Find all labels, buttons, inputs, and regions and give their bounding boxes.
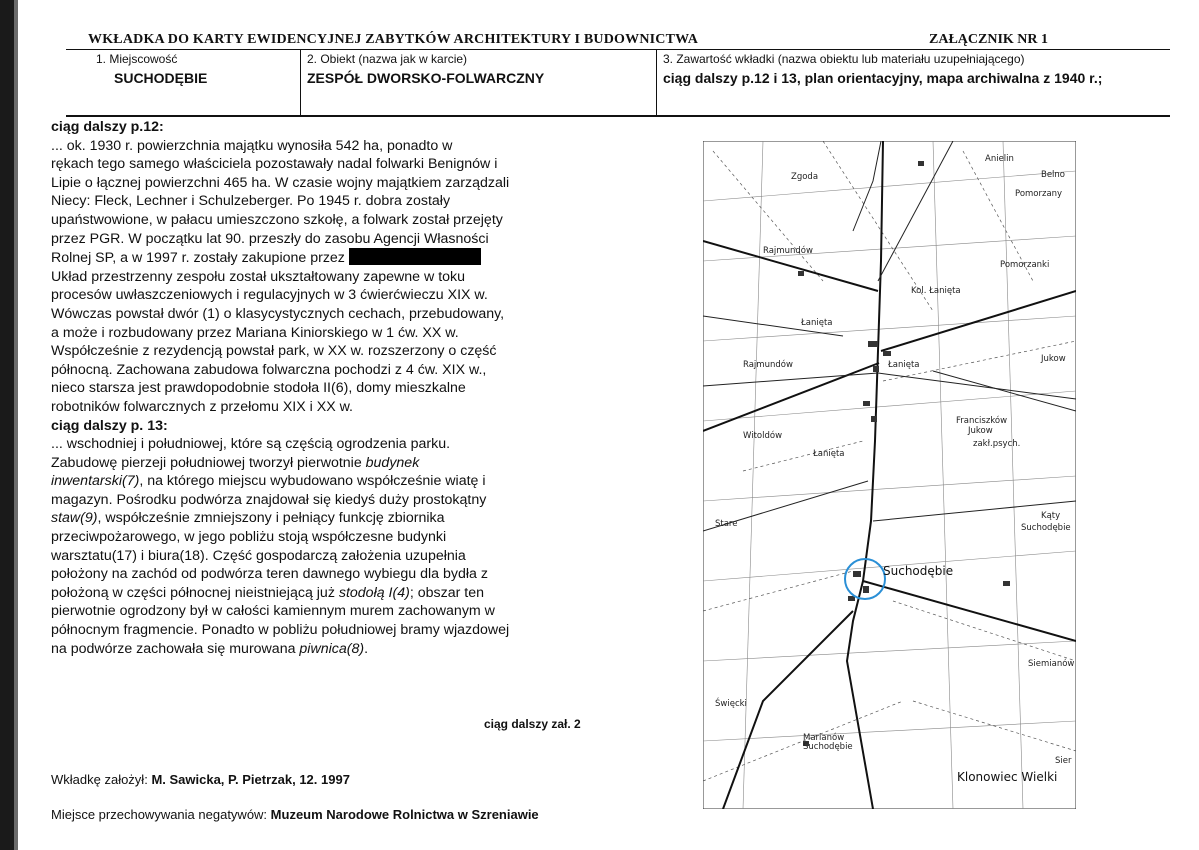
text-line: nieco starsza jest prawdopodobnie stodoła II(6), domy mieszkalne: [51, 380, 466, 397]
text-line: procesów uwłaszczeniowych i regulacyjnych w 3 ćwierćwieczu XIX w.: [51, 287, 488, 304]
text-line: północnym fragmencie. Ponadto w pobliżu południowej bramy wjazdowej: [51, 622, 510, 639]
text-line: Współcześnie z rezydencją powstał park, w XX w. rozszerzony o część: [51, 343, 497, 360]
text-line: robotników folwarcznych z przełomu XIX i XX w.: [51, 398, 353, 415]
map-label: Rajmundów: [763, 246, 813, 256]
field-value: ZESPÓŁ DWORSKO-FOLWARCZNY: [307, 70, 545, 86]
field-value: ciąg dalszy p.12 i 13, plan orientacyjny, mapa archiwalna z 1940 r.;: [663, 70, 1103, 86]
text-fragment: Rolnej SP, a w 1997 r. zostały zakupione przez: [51, 250, 345, 267]
field-object: [300, 49, 657, 115]
text-fragment: , na którego miejscu wybudowano współcześnie wiatę i: [139, 473, 486, 490]
text-line: ... wschodniej i południowej, które są częścią ogrodzenia parku.: [51, 436, 451, 453]
map-label: Suchodębie: [803, 742, 853, 752]
text-line: a może i rozbudowany przez Mariana Kiniorskiego w 1 ćw. XX w.: [51, 324, 459, 341]
section-heading: ciąg dalszy p.12:: [51, 119, 164, 135]
text-line: [51, 509, 611, 528]
map-label: Suchodębie: [1021, 523, 1071, 533]
field-label: 1. Miejscowość: [96, 52, 178, 66]
text-line: Układ przestrzenny zespołu został ukształtowany zapewne w toku: [51, 268, 466, 285]
continued-note: ciąg dalszy zał. 2: [484, 717, 581, 731]
map-label: Klonowiec Wielki: [957, 770, 1058, 784]
text-fragment: .: [364, 640, 369, 657]
text-line: ... ok. 1930 r. powierzchnia majątku wynosiła 542 ha, ponadto w: [51, 137, 453, 154]
author-value: M. Sawicka, P. Pietrzak, 12. 1997: [151, 772, 350, 787]
scan-edge-shadow: [14, 0, 18, 850]
map-label: Witoldów: [743, 431, 783, 441]
text-line: Niecy: Fleck, Lechner i Schulzeberger. Po 1945 r. dobra zostały: [51, 193, 451, 210]
text-line: [51, 584, 611, 603]
document-title: WKŁADKA DO KARTY EWIDENCYJNEJ ZABYTKÓW ARCHITEKTURY I BUDOWNICTWA: [88, 32, 699, 47]
attachment-number: ZAŁĄCZNIK NR 1: [929, 32, 1049, 47]
text-line: magazyn. Pośrodku podwórza znajdował się kiedyś duży prostokątny: [51, 491, 487, 508]
text-line: przez PGR. W początku lat 90. przeszły do zasobu Agencji Własności: [51, 230, 489, 247]
author-label: Wkładkę założył:: [51, 772, 148, 787]
text-line: warsztatu(17) i biura(18). Część gospodarczą założenia uzupełnia: [51, 547, 466, 564]
map-label: Siemianów: [1028, 659, 1075, 669]
text-line: [51, 454, 611, 473]
text-fragment: , współcześnie zmniejszony i pełniący funkcję zbiornika: [97, 510, 445, 527]
text-line: północną. Zachowana zabudowa folwarczna pochodzi z 4 ćw. XIX w.,: [51, 361, 487, 378]
scan-edge: [0, 0, 14, 850]
text-line: Lipie o łącznej powierzchni 465 ha. W czasie wojny majątkiem zarządzali: [51, 174, 510, 191]
text-fragment: ; obszar ten: [409, 584, 484, 601]
text-fragment: położoną w części północnej nieistniejącą już: [51, 584, 339, 601]
map-label: Stare: [715, 519, 738, 529]
archival-map: [703, 141, 1076, 809]
map-label: Pomorzanki: [1000, 260, 1050, 270]
map-label: Święcki: [715, 699, 747, 709]
map-label: Jukow: [1041, 354, 1066, 364]
text-fragment: na podwórze zachowała się murowana: [51, 640, 300, 657]
header-fields-table: [66, 49, 1170, 117]
map-label-main: Suchodębie: [883, 564, 954, 578]
text-line: [51, 640, 611, 659]
section-heading: ciąg dalszy p. 13:: [51, 417, 168, 434]
field-label: 2. Obiekt (nazwa jak w karcie): [307, 52, 468, 66]
map-drawing: [703, 141, 1076, 809]
map-label: Jukow: [968, 426, 993, 436]
map-label: Zgoda: [791, 172, 819, 182]
map-label: Łanięta: [813, 449, 845, 459]
storage-value: Muzeum Narodowe Rolnictwa w Szreniawie: [270, 807, 539, 822]
text-fragment-italic: inwentarski(7): [51, 473, 140, 490]
text-fragment-italic: staw(9): [51, 510, 98, 527]
text-line: położony na zachód od podwórza teren dawnego wybiegu dla bydła z: [51, 566, 488, 583]
field-locality: [66, 49, 300, 115]
storage-line: [51, 807, 539, 822]
map-label: Anielin: [985, 154, 1014, 164]
text-fragment-italic: stodołą I(4): [338, 584, 410, 601]
redaction-bar: [349, 248, 481, 265]
field-value: SUCHODĘBIE: [114, 70, 208, 86]
body-text: [51, 118, 611, 658]
map-label: Rajmundów: [743, 360, 793, 370]
text-line-redacted: [51, 248, 611, 268]
map-label: Marianów: [803, 733, 845, 743]
map-label: Kąty: [1041, 511, 1061, 521]
text-fragment: Zabudowę pierzeji południowej tworzył pierwotnie: [51, 454, 366, 471]
text-line: pierwotnie ogrodzony był w całości kamiennym murem zachowanym w: [51, 603, 495, 620]
text-fragment-italic: budynek: [365, 454, 420, 471]
map-label: Łanięta: [801, 318, 833, 328]
storage-label: Miejsce przechowywania negatywów:: [51, 807, 268, 822]
text-line: Wówczas powstał dwór (1) o klasycystycznych cechach, przebudowany,: [51, 305, 505, 322]
author-line: [51, 772, 350, 787]
map-label: Sier: [1055, 756, 1072, 766]
map-label: zakł.psych.: [973, 439, 1021, 449]
text-fragment-italic: piwnica(8): [299, 640, 365, 657]
field-content: [656, 49, 1171, 115]
map-label: Belno: [1041, 170, 1066, 180]
text-line: rękach tego samego właściciela pozostawały nadal folwarki Benignów i: [51, 156, 498, 173]
text-line: [51, 472, 611, 491]
map-label: Pomorzany: [1015, 189, 1063, 199]
map-label: Franciszków: [956, 416, 1008, 426]
text-line: przeciwpożarowego, w jego pobliżu stoją współczesne budynki: [51, 529, 447, 546]
map-label: Łanięta: [888, 360, 920, 370]
map-label: Kol. Łanięta: [911, 286, 961, 296]
text-line: upaństwowione, w pałacu umieszczono szkołę, a folwark został przejęty: [51, 211, 503, 228]
field-label: 3. Zawartość wkładki (nazwa obiektu lub materiału uzupełniającego): [663, 52, 1025, 66]
